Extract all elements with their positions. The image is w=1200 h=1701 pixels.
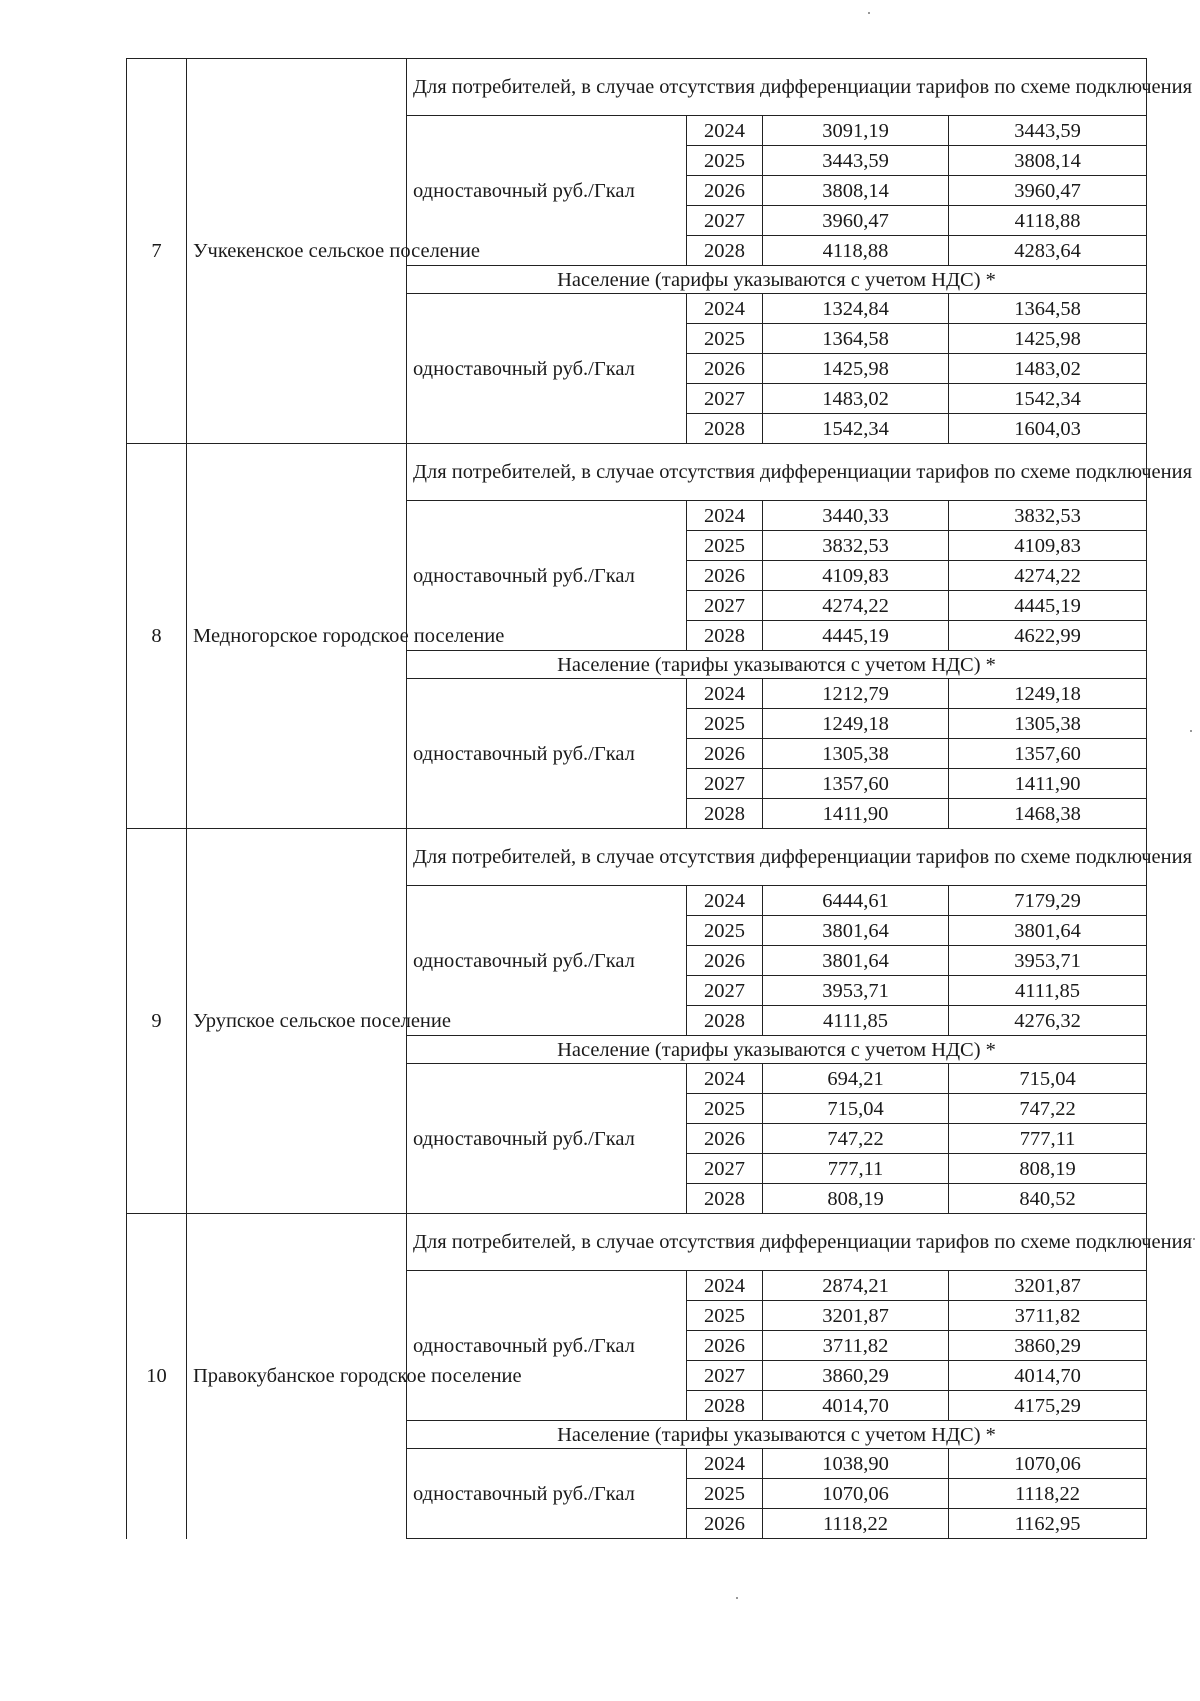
tariff-first-half: 4445,19 <box>763 621 949 651</box>
year-cell: 2026 <box>687 1509 763 1539</box>
tariff-second-half: 3960,47 <box>949 176 1147 206</box>
tariff-second-half: 1070,06 <box>949 1449 1147 1479</box>
year-cell: 2026 <box>687 946 763 976</box>
year-cell: 2026 <box>687 176 763 206</box>
tariff-second-half: 3953,71 <box>949 946 1147 976</box>
year-cell: 2027 <box>687 206 763 236</box>
rate-type-label: одноставочный руб./Гкал <box>407 501 687 651</box>
tariff-first-half: 808,19 <box>763 1184 949 1214</box>
tariff-first-half: 3443,59 <box>763 146 949 176</box>
tariff-second-half: 1468,38 <box>949 799 1147 829</box>
year-cell: 2025 <box>687 531 763 561</box>
tariff-second-half: 3808,14 <box>949 146 1147 176</box>
consumer-header: Для потребителей, в случае отсутствия дифференциации тарифов по схеме подключения <box>407 444 1147 501</box>
tariff-second-half: 3832,53 <box>949 501 1147 531</box>
tariff-second-half: 4014,70 <box>949 1361 1147 1391</box>
year-cell: 2024 <box>687 501 763 531</box>
population-header: Население (тарифы указываются с учетом НДС) * <box>407 651 1147 679</box>
tariff-second-half: 3201,87 <box>949 1271 1147 1301</box>
tariff-first-half: 747,22 <box>763 1124 949 1154</box>
tariff-second-half: 7179,29 <box>949 886 1147 916</box>
tariff-first-half: 1425,98 <box>763 354 949 384</box>
year-cell: 2025 <box>687 916 763 946</box>
tariff-first-half: 1364,58 <box>763 324 949 354</box>
tariff-second-half: 1305,38 <box>949 709 1147 739</box>
year-cell: 2027 <box>687 1361 763 1391</box>
tariff-second-half: 1162,95 <box>949 1509 1147 1539</box>
tariff-second-half: 4274,22 <box>949 561 1147 591</box>
tariff-first-half: 2874,21 <box>763 1271 949 1301</box>
year-cell: 2024 <box>687 1449 763 1479</box>
tariff-first-half: 3801,64 <box>763 916 949 946</box>
population-header: Население (тарифы указываются с учетом НДС) * <box>407 266 1147 294</box>
tariff-second-half: 1118,22 <box>949 1479 1147 1509</box>
tariff-second-half: 1357,60 <box>949 739 1147 769</box>
consumer-header: Для потребителей, в случае отсутствия дифференциации тарифов по схеме подключения <box>407 829 1147 886</box>
tariff-first-half: 3201,87 <box>763 1301 949 1331</box>
tariff-first-half: 1411,90 <box>763 799 949 829</box>
consumer-header: Для потребителей, в случае отсутствия дифференциации тарифов по схеме подключения <box>407 1214 1147 1271</box>
tariff-first-half: 3091,19 <box>763 116 949 146</box>
settlement-name: Медногорское городское поселение <box>187 444 407 829</box>
section-header-row <box>127 829 1147 886</box>
tariff-second-half: 1542,34 <box>949 384 1147 414</box>
rate-type-label: одноставочный руб./Гкал <box>407 1449 687 1539</box>
year-cell: 2025 <box>687 1301 763 1331</box>
tariff-first-half: 3832,53 <box>763 531 949 561</box>
scan-speck <box>1193 1238 1195 1240</box>
settlement-name: Учкекенское сельское поселение <box>187 59 407 444</box>
tariff-second-half: 3860,29 <box>949 1331 1147 1361</box>
consumer-header: Для потребителей, в случае отсутствия дифференциации тарифов по схеме подключения <box>407 59 1147 116</box>
year-cell: 2027 <box>687 976 763 1006</box>
tariff-second-half: 1425,98 <box>949 324 1147 354</box>
tariff-first-half: 1324,84 <box>763 294 949 324</box>
tariff-second-half: 4445,19 <box>949 591 1147 621</box>
tariff-first-half: 3860,29 <box>763 1361 949 1391</box>
tariff-second-half: 4622,99 <box>949 621 1147 651</box>
year-cell: 2024 <box>687 294 763 324</box>
tariff-first-half: 694,21 <box>763 1064 949 1094</box>
tariff-second-half: 1604,03 <box>949 414 1147 444</box>
settlement-name: Урупское сельское поселение <box>187 829 407 1214</box>
tariff-first-half: 1212,79 <box>763 679 949 709</box>
tariff-first-half: 3440,33 <box>763 501 949 531</box>
rate-type-label: одноставочный руб./Гкал <box>407 1271 687 1421</box>
scan-speck <box>736 1597 738 1599</box>
tariff-first-half: 4274,22 <box>763 591 949 621</box>
tariff-first-half: 6444,61 <box>763 886 949 916</box>
tariff-first-half: 1357,60 <box>763 769 949 799</box>
year-cell: 2024 <box>687 679 763 709</box>
tariff-second-half: 1249,18 <box>949 679 1147 709</box>
tariff-second-half: 715,04 <box>949 1064 1147 1094</box>
tariff-second-half: 747,22 <box>949 1094 1147 1124</box>
scan-speck <box>868 12 870 14</box>
population-header: Население (тарифы указываются с учетом НДС) * <box>407 1421 1147 1449</box>
section-header-row <box>127 59 1147 116</box>
year-cell: 2027 <box>687 1154 763 1184</box>
year-cell: 2026 <box>687 561 763 591</box>
tariff-second-half: 1411,90 <box>949 769 1147 799</box>
year-cell: 2027 <box>687 591 763 621</box>
rate-type-label: одноставочный руб./Гкал <box>407 116 687 266</box>
tariff-second-half: 4283,64 <box>949 236 1147 266</box>
year-cell: 2028 <box>687 1184 763 1214</box>
year-cell: 2025 <box>687 1479 763 1509</box>
year-cell: 2024 <box>687 1064 763 1094</box>
tariff-first-half: 4111,85 <box>763 1006 949 1036</box>
year-cell: 2026 <box>687 1331 763 1361</box>
section-header-row <box>127 444 1147 501</box>
tariff-second-half: 4175,29 <box>949 1391 1147 1421</box>
tariff-second-half: 1483,02 <box>949 354 1147 384</box>
tariff-first-half: 3953,71 <box>763 976 949 1006</box>
tariff-first-half: 3801,64 <box>763 946 949 976</box>
tariff-second-half: 3443,59 <box>949 116 1147 146</box>
tariff-second-half: 840,52 <box>949 1184 1147 1214</box>
rate-type-label: одноставочный руб./Гкал <box>407 294 687 444</box>
year-cell: 2025 <box>687 146 763 176</box>
tariff-first-half: 1305,38 <box>763 739 949 769</box>
tariff-table-body <box>127 59 1193 1539</box>
year-cell: 2027 <box>687 769 763 799</box>
tariff-second-half: 4109,83 <box>949 531 1147 561</box>
year-cell: 2026 <box>687 739 763 769</box>
tariff-first-half: 4014,70 <box>763 1391 949 1421</box>
tariff-first-half: 4109,83 <box>763 561 949 591</box>
section-header-row <box>127 1214 1147 1271</box>
year-cell: 2024 <box>687 1271 763 1301</box>
tariff-second-half: 3801,64 <box>949 916 1147 946</box>
settlement-name: Правокубанское городское поселение <box>187 1214 407 1539</box>
year-cell: 2028 <box>687 236 763 266</box>
settlement-number: 7 <box>127 59 187 444</box>
tariff-first-half: 1542,34 <box>763 414 949 444</box>
settlement-number: 10 <box>127 1214 187 1539</box>
tariff-first-half: 1038,90 <box>763 1449 949 1479</box>
rate-type-label: одноставочный руб./Гкал <box>407 679 687 829</box>
tariff-second-half: 4118,88 <box>949 206 1147 236</box>
settlement-number: 8 <box>127 444 187 829</box>
tariff-second-half: 3711,82 <box>949 1301 1147 1331</box>
tariff-second-half: 777,11 <box>949 1124 1147 1154</box>
tariff-second-half: 4276,32 <box>949 1006 1147 1036</box>
year-cell: 2024 <box>687 116 763 146</box>
tariff-first-half: 1483,02 <box>763 384 949 414</box>
year-cell: 2028 <box>687 621 763 651</box>
scan-speck <box>1190 730 1192 732</box>
tariff-first-half: 3711,82 <box>763 1331 949 1361</box>
year-cell: 2024 <box>687 886 763 916</box>
tariff-first-half: 4118,88 <box>763 236 949 266</box>
tariff-first-half: 1070,06 <box>763 1479 949 1509</box>
rate-type-label: одноставочный руб./Гкал <box>407 1064 687 1214</box>
tariff-second-half: 1364,58 <box>949 294 1147 324</box>
population-header: Население (тарифы указываются с учетом НДС) * <box>407 1036 1147 1064</box>
year-cell: 2025 <box>687 324 763 354</box>
rate-type-label: одноставочный руб./Гкал <box>407 886 687 1036</box>
year-cell: 2028 <box>687 414 763 444</box>
tariff-table <box>126 58 1193 1539</box>
tariff-first-half: 1249,18 <box>763 709 949 739</box>
year-cell: 2025 <box>687 709 763 739</box>
tariff-first-half: 715,04 <box>763 1094 949 1124</box>
tariff-first-half: 1118,22 <box>763 1509 949 1539</box>
settlement-number: 9 <box>127 829 187 1214</box>
tariff-first-half: 3960,47 <box>763 206 949 236</box>
year-cell: 2028 <box>687 1006 763 1036</box>
tariff-first-half: 777,11 <box>763 1154 949 1184</box>
year-cell: 2026 <box>687 354 763 384</box>
year-cell: 2028 <box>687 1391 763 1421</box>
year-cell: 2025 <box>687 1094 763 1124</box>
year-cell: 2028 <box>687 799 763 829</box>
tariff-second-half: 4111,85 <box>949 976 1147 1006</box>
tariff-second-half: 808,19 <box>949 1154 1147 1184</box>
year-cell: 2026 <box>687 1124 763 1154</box>
year-cell: 2027 <box>687 384 763 414</box>
tariff-first-half: 3808,14 <box>763 176 949 206</box>
